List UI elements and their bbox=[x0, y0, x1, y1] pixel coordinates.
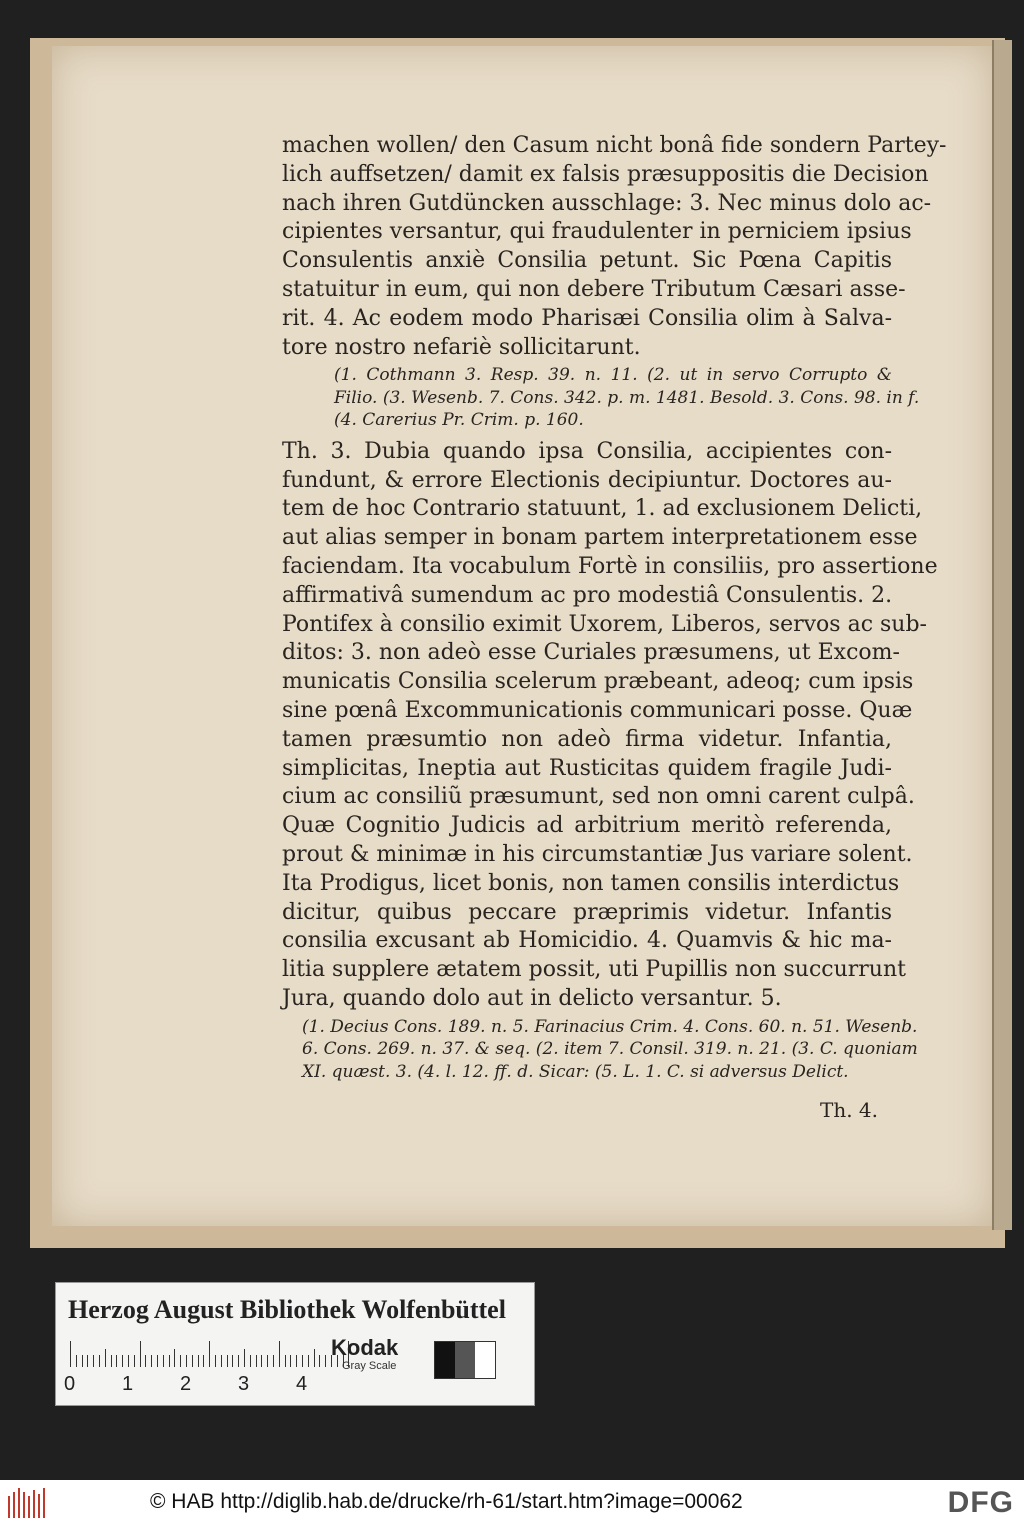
ruler-tick bbox=[111, 1355, 112, 1367]
book-gutter bbox=[992, 40, 1012, 1230]
ruler-tick bbox=[151, 1355, 152, 1367]
ruler-tick bbox=[250, 1355, 251, 1367]
ruler-tick bbox=[163, 1355, 164, 1367]
para2-line: consilia excusant ab Homicidio. 4. Quamvis & hic ma- bbox=[282, 928, 892, 954]
dfg-logo: DFG bbox=[947, 1486, 1014, 1519]
ruler-tick bbox=[116, 1355, 117, 1367]
footer-credit: © HAB http://diglib.hab.de/drucke/rh-61/start.htm?image=00062 bbox=[150, 1490, 743, 1513]
lines-line: lich auffsetzen/ damit ex falsis præsuppositis die Decision bbox=[282, 161, 929, 187]
color-card bbox=[55, 1282, 535, 1406]
ruler-tick bbox=[238, 1355, 239, 1367]
logo-bar bbox=[13, 1492, 15, 1518]
lines-line: tore nostro nefariè sollicitarunt. bbox=[282, 334, 641, 360]
para2-line: cium ac consiliũ præsumunt, sed non omni carent culpâ. bbox=[282, 784, 915, 810]
ruler-tick bbox=[221, 1355, 222, 1367]
ruler-number: 3 bbox=[238, 1373, 250, 1395]
lines-line: nach ihren Gutdüncken ausschlage: 3. Nec minus dolo ac- bbox=[282, 190, 932, 216]
lines-line: Consulentis anxiè Consilia petunt. Sic Pœna Capitis bbox=[282, 248, 892, 274]
ruler-tick bbox=[267, 1355, 268, 1367]
para2-line: tem de hoc Contrario statuunt, 1. ad exclusionem Delicti, bbox=[282, 496, 923, 522]
ruler-tick bbox=[122, 1355, 123, 1367]
ruler-tick bbox=[290, 1355, 291, 1367]
ruler-number: 0 bbox=[64, 1373, 76, 1395]
lines-line: cipientes versantur, qui fraudulenter in perniciem ipsius bbox=[282, 219, 912, 245]
ruler-tick bbox=[285, 1355, 286, 1367]
ruler-tick bbox=[87, 1355, 88, 1367]
notes2-line: 6. Cons. 269. n. 37. & seq. (2. item 7. Consil. 319. n. 21. (3. C. quoniam bbox=[302, 1039, 918, 1060]
ruler-tick bbox=[76, 1355, 77, 1367]
para2-line: Jura, quando dolo aut in delicto versantur. 5. bbox=[282, 986, 782, 1012]
para2-line: dicitur, quibus peccare præprimis videtur. Infantis bbox=[282, 899, 892, 925]
ruler-numbers bbox=[64, 1373, 374, 1397]
swatch-black bbox=[435, 1342, 455, 1378]
notes2-line: (1. Decius Cons. 189. n. 5. Farinacius Crim. 4. Cons. 60. n. 51. Wesenb. bbox=[302, 1016, 918, 1037]
para2-line: litia supplere ætatem possit, uti Pupillis non succurrunt bbox=[282, 957, 906, 983]
ruler-tick bbox=[186, 1355, 187, 1367]
lines-line: machen wollen/ den Casum nicht bonâ fide sondern Partey- bbox=[282, 133, 947, 158]
ruler-tick bbox=[128, 1355, 129, 1367]
ruler-tick bbox=[314, 1349, 315, 1367]
card-title: Herzog August Bibliothek Wolfenbüttel bbox=[68, 1295, 506, 1324]
ruler-tick bbox=[140, 1341, 141, 1367]
logo-bar bbox=[18, 1488, 20, 1518]
ruler-scale bbox=[70, 1341, 370, 1367]
para2-line: Quæ Cognitio Judicis ad arbitrium meritò referenda, bbox=[282, 813, 892, 839]
ruler-tick bbox=[256, 1355, 257, 1367]
para2-line: municatis Consilia scelerum præbeant, adeoq; cum ipsis bbox=[282, 669, 914, 695]
ruler-tick bbox=[325, 1355, 326, 1367]
ruler-tick bbox=[105, 1349, 106, 1367]
para2-line: affirmativâ sumendum ac pro modestiâ Consulentis. 2. bbox=[282, 582, 893, 608]
paragraph-2 bbox=[282, 438, 938, 1014]
ruler-tick bbox=[279, 1341, 280, 1367]
page-text bbox=[282, 132, 947, 1083]
para2-line: simplicitas, Ineptia aut Rusticitas quidem fragile Judi- bbox=[282, 755, 892, 781]
catchword: Th. 4. bbox=[820, 1098, 879, 1122]
ruler-tick bbox=[232, 1355, 233, 1367]
ruler-tick bbox=[261, 1355, 262, 1367]
logo-bar bbox=[38, 1494, 40, 1518]
ruler-tick bbox=[209, 1341, 210, 1367]
logo-bar bbox=[8, 1496, 10, 1518]
para2-line: ditos: 3. non adeò esse Curiales præsumens, ut Excom- bbox=[282, 640, 900, 666]
ruler-tick bbox=[82, 1355, 83, 1367]
ruler-tick bbox=[244, 1349, 245, 1367]
paragraph-1 bbox=[282, 132, 947, 362]
ruler-tick bbox=[180, 1355, 181, 1367]
ruler-tick bbox=[308, 1355, 309, 1367]
swatch-white bbox=[475, 1342, 495, 1378]
ruler-tick bbox=[227, 1355, 228, 1367]
gray-scale-label: Gray Scale bbox=[342, 1360, 397, 1372]
lines-line: rit. 4. Ac eodem modo Pharisæi Consilia olim à Salva- bbox=[282, 305, 892, 331]
ruler-number: 1 bbox=[122, 1373, 134, 1395]
ruler-tick bbox=[319, 1355, 320, 1367]
ruler-tick bbox=[192, 1355, 193, 1367]
para2-line: Pontifex à consilio eximit Uxorem, Liberos, servos ac sub- bbox=[282, 611, 927, 637]
ruler-tick bbox=[198, 1355, 199, 1367]
footnotes-1 bbox=[334, 364, 920, 432]
footer-bar bbox=[0, 1480, 1024, 1526]
logo-bar bbox=[33, 1490, 35, 1518]
para2-line: tamen præsumtio non adeò firma videtur. Infantia, bbox=[282, 726, 892, 752]
ruler-tick bbox=[169, 1355, 170, 1367]
notes2-line: XI. quæst. 3. (4. l. 12. ff. d. Sicar: (5. L. 1. C. si adversus Delict. bbox=[302, 1061, 849, 1082]
para2-line: Ita Prodigus, licet bonis, non tamen consilis interdictus bbox=[282, 870, 900, 896]
ruler-tick bbox=[174, 1349, 175, 1367]
para2-line: fundunt, & errore Electionis decipiuntur. Doctores au- bbox=[282, 467, 892, 493]
ruler-tick bbox=[203, 1355, 204, 1367]
logo-bar bbox=[23, 1492, 25, 1518]
gray-swatches bbox=[434, 1341, 496, 1379]
para2-line: sine pœnâ Excommunicationis communicari posse. Quæ bbox=[282, 698, 913, 724]
footnotes-2 bbox=[302, 1016, 918, 1084]
notes1-line: Filio. (3. Wesenb. 7. Cons. 342. p. m. 1481. Besold. 3. Cons. 98. in f. bbox=[334, 387, 920, 408]
ruler-tick bbox=[296, 1355, 297, 1367]
ruler-tick bbox=[145, 1355, 146, 1367]
logo-bar bbox=[43, 1488, 45, 1518]
notes1-line: (4. Carerius Pr. Crim. p. 160. bbox=[334, 410, 584, 431]
ruler-tick bbox=[215, 1355, 216, 1367]
ruler-number: 4 bbox=[296, 1373, 308, 1395]
ruler-tick bbox=[99, 1355, 100, 1367]
ruler-number: 2 bbox=[180, 1373, 192, 1395]
para2-line: faciendam. Ita vocabulum Fortè in consiliis, pro assertione bbox=[282, 554, 938, 580]
logo-bar bbox=[28, 1496, 30, 1518]
kodak-brand: Kodak bbox=[331, 1335, 399, 1360]
ruler-tick bbox=[302, 1355, 303, 1367]
notes1-line: (1. Cothmann 3. Resp. 39. n. 11. (2. ut in servo Corrupto & bbox=[334, 365, 892, 386]
ruler-tick bbox=[157, 1355, 158, 1367]
ruler-tick bbox=[134, 1355, 135, 1367]
ruler-tick bbox=[70, 1341, 71, 1367]
para2-line: Th. 3. Dubia quando ipsa Consilia, accipientes con- bbox=[282, 438, 892, 464]
lines-line: statuitur in eum, qui non debere Tributum Cæsari asse- bbox=[282, 276, 906, 302]
hab-logo-icon bbox=[8, 1488, 48, 1518]
para2-line: aut alias semper in bonam partem interpretationem esse bbox=[282, 525, 918, 551]
para2-line: prout & minimæ in his circumstantiæ Jus variare solent. bbox=[282, 842, 913, 868]
swatch-dark-gray bbox=[455, 1342, 475, 1378]
ruler-tick bbox=[273, 1355, 274, 1367]
ruler-tick bbox=[93, 1355, 94, 1367]
